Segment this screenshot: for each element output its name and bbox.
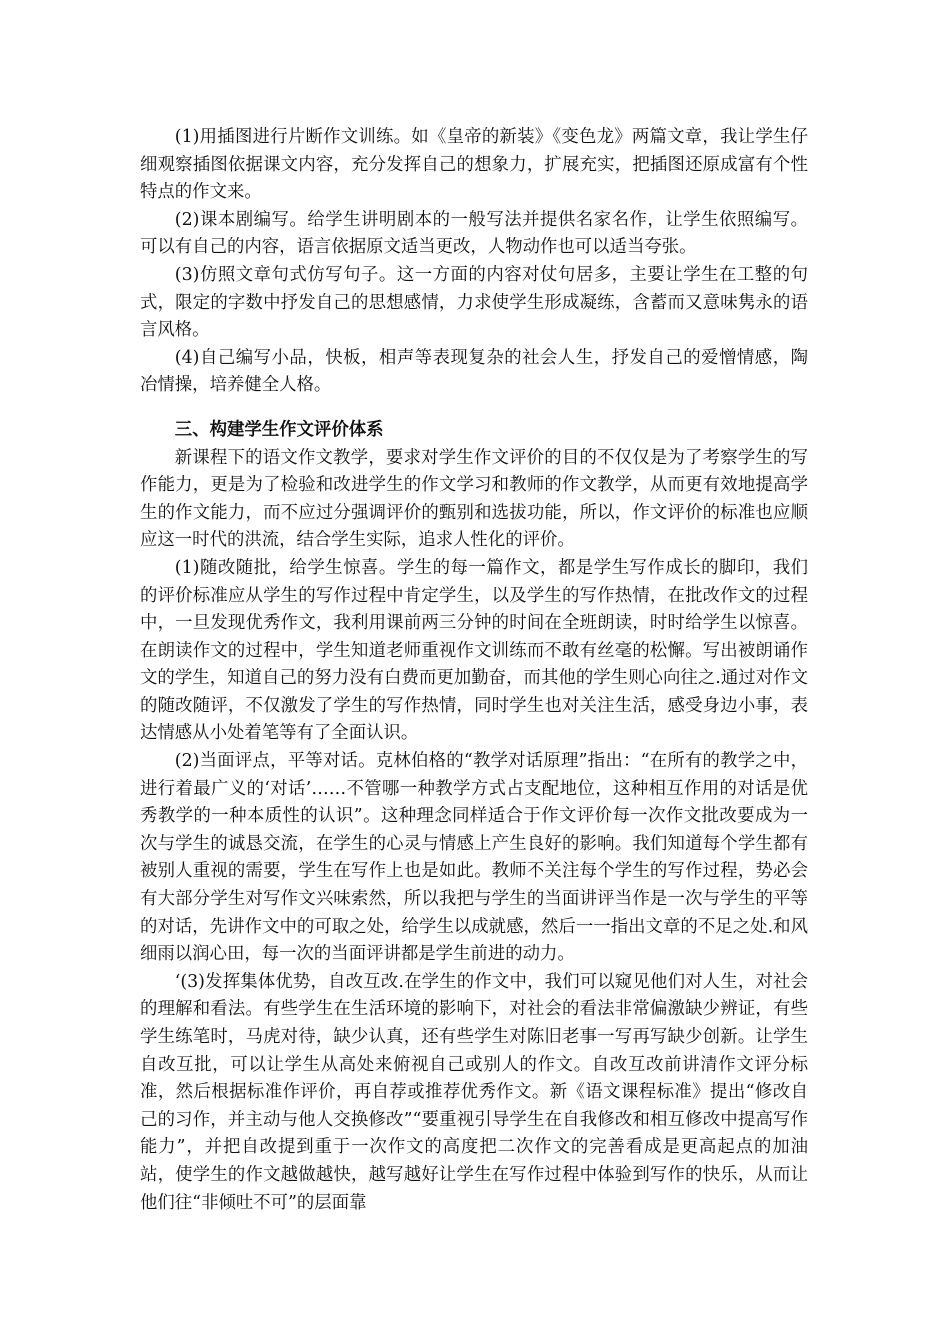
section-paragraph-1: (1)随改随批，给学生惊喜。学生的每一篇作文，都是学生写作成长的脚印，我们的评价标准应从学生的写作过程中肯定学生，以及学生的写作热情，在批改作文的过程中，一旦发现优秀作文，我利用课前两三分钟的时间在全班朗读，时时给学生以惊喜。在朗读作文的过程中，学生知道老师重视作文训练而不敢有丝毫的松懈。写出被朗诵作文的学生，知道自己的努力没有白费而更加勤奋，而其他的学生则心向往之.通过对作文的随改随评，不仅激发了学生的写作热情，同时学生也对关注生活，感受身边小事，表达情感从小处着笔等有了全面认识。: [140, 557, 808, 744]
section-intro-paragraph: 新课程下的语文作文教学，要求对学生作文评价的目的不仅仅是为了考察学生的写作能力，更是为了检验和改进学生的作文学习和教师的作文教学，从而更有效地提高学生的作文能力，而不应过分强调评价的甄别和选拔功能，所以，作文评价的标准也应顺应这一时代的洪流，结合学生实际，追求人性化的评价。: [140, 447, 808, 551]
document-page: [140, 124, 808, 1217]
paragraph-item-2: (2)课本剧编写。给学生讲明剧本的一般写法并提供名家名作，让学生依照编写。可以有自己的内容，语言依据原文适当更改，人物动作也可以适当夸张。: [140, 209, 808, 258]
paragraph-item-3: (3)仿照文章句式仿写句子。这一方面的内容对仗句居多，主要让学生在工整的句式，限定的字数中抒发自己的思想感情，力求使学生形成凝练，含蓄而又意味隽永的语言风格。: [140, 264, 808, 341]
section-heading: 三、构建学生作文评价体系: [174, 419, 384, 440]
paragraph-item-4: (4)自己编写小品，快板，相声等表现复杂的社会人生，抒发自己的爱憎情感，陶冶情操，培养健全人格。: [140, 347, 808, 396]
section-paragraph-3: ‘(3)发挥集体优势，自改互改.在学生的作文中，我们可以窥见他们对人生，对社会的理解和看法。有些学生在生活环境的影响下，对社会的看法非常偏激缺少辨证，有些学生练笔时，马虎对待，缺少认真，还有些学生对陈旧老事一写再写缺少创新。让学生自改互批，可以让学生从高处来俯视自己或别人的作文。自改互改前讲清作文评分标准，然后根据标准作评价，再自荐或推荐优秀作文。新《语文课程标准》提出“修改自己的习作，并主动与他人交换修改”“要重视引导学生在自我修改和相互修改中提高写作能力”，并把自改提到重于一次作文的高度把二次作文的完善看成是更高起点的加油站，使学生的作文越做越快，越写越好让学生在写作过程中体验到写作的快乐，从而让他们往“非倾吐不可”的层面靠: [140, 971, 808, 1213]
paragraph-item-1: (1)用插图进行片断作文训练。如《皇帝的新装》《变色龙》两篇文章，我让学生仔细观察插图依据课文内容，充分发挥自己的想象力，扩展充实，把插图还原成富有个性特点的作文来。: [140, 127, 808, 203]
section-paragraph-2: (2)当面评点，平等对话。克林伯格的“教学对话原理”指出：“在所有的教学之中，进行着最广义的‘对话’……不管哪一种教学方式占支配地位，这种相互作用的对话是优秀教学的一种本质性的认识”。这种理念同样适合于作文评价每一次作文批改要成为一次与学生的诚恳交流，在学生的心灵与情感上产生良好的影响。我们知道每个学生都有被别人重视的需要，学生在写作上也是如此。教师不关注每个学生的写作过程，势必会有大部分学生对写作文兴味索然，所以我把与学生的当面讲评当作是一次与学生的平等的对话，先讲作文中的可取之处，给学生以成就感，然后一一指出文章的不足之处.和风细雨以润心田，每一次的当面评讲都是学生前进的动力。: [140, 751, 808, 965]
